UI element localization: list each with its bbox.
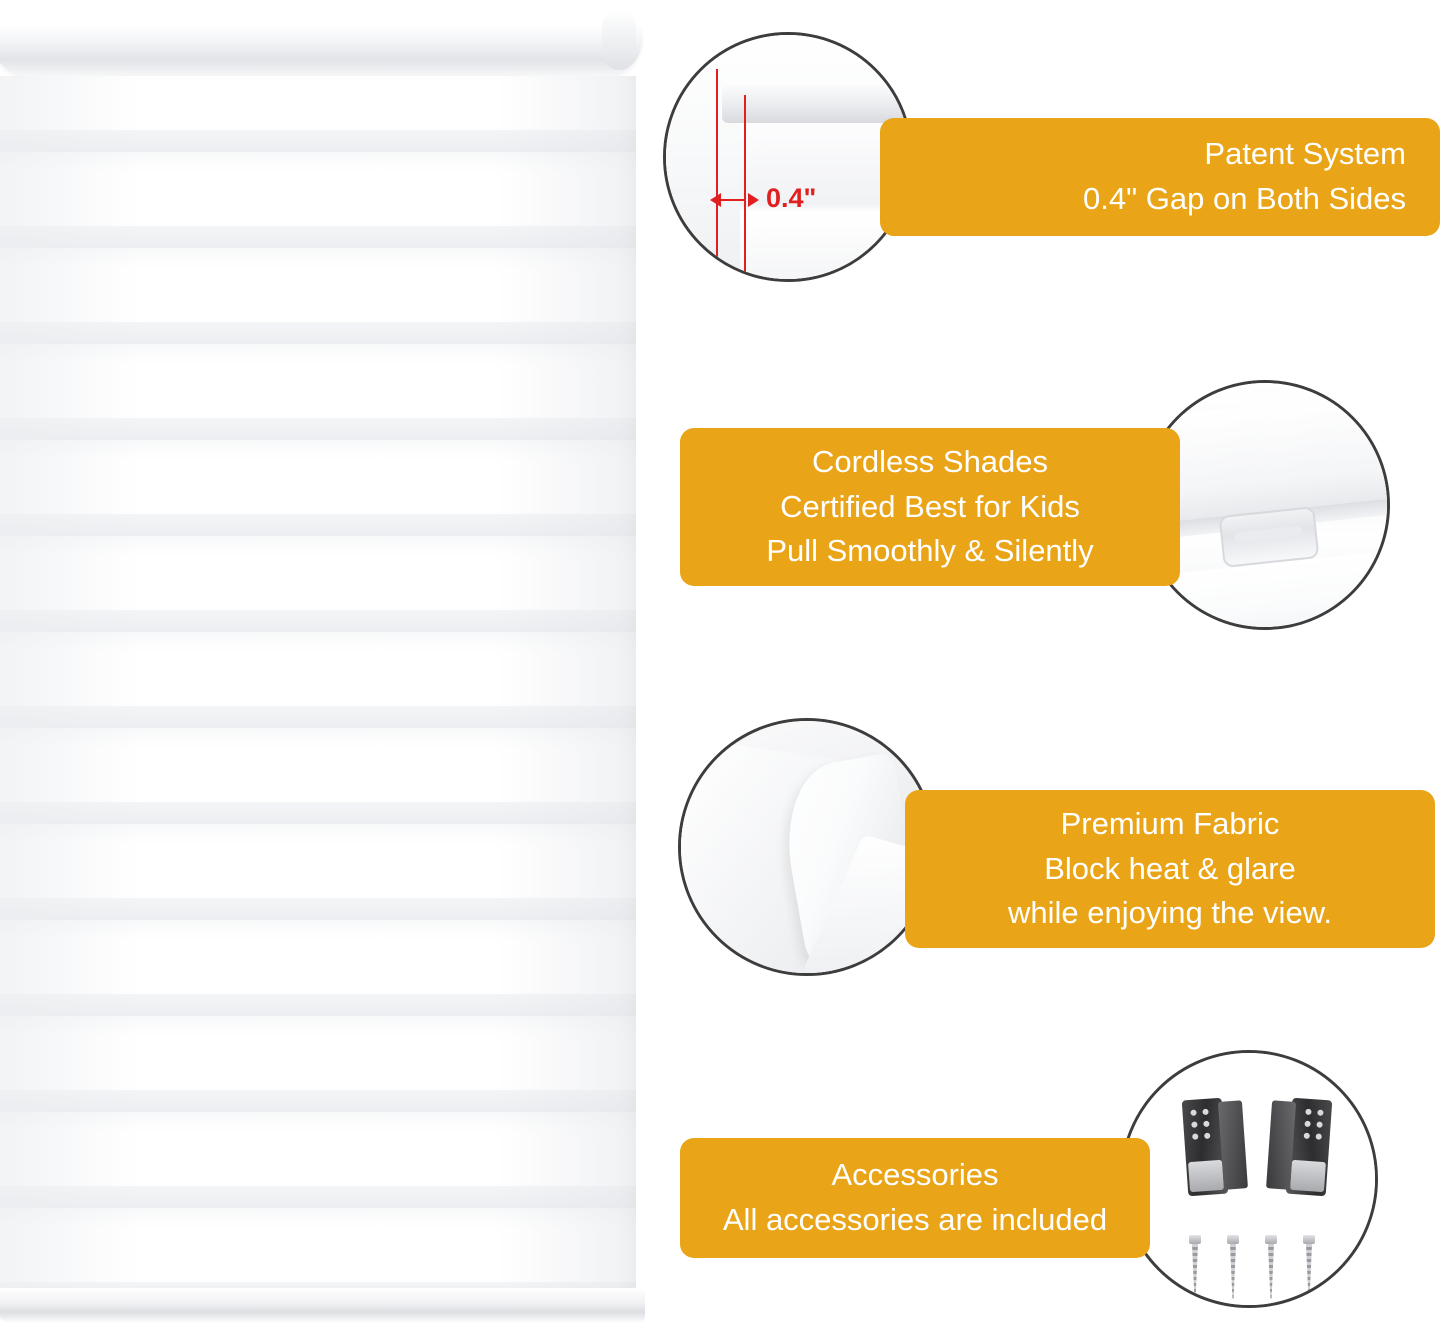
callout-line: 0.4" Gap on Both Sides — [1083, 181, 1406, 216]
shade-bottom-rail — [0, 1288, 645, 1322]
callout-line: All accessories are included — [722, 1202, 1108, 1237]
callout-patent-system — [880, 118, 1440, 236]
shade-gap-diagram-icon — [663, 32, 913, 282]
shade-headrail — [0, 4, 642, 76]
callout-line: Block heat & glare — [1044, 850, 1296, 886]
screw-icon — [1265, 1235, 1277, 1299]
callout-line: while enjoying the view. — [1008, 895, 1332, 931]
callout-line: Accessories — [831, 1157, 999, 1193]
screw-icon — [1189, 1235, 1201, 1299]
mounting-bracket-icon — [1286, 1098, 1333, 1197]
callout-line: Pull Smoothly & Silently — [766, 533, 1094, 569]
callout-line: Cordless Shades — [811, 444, 1049, 480]
mounting-bracket-icon — [1182, 1098, 1229, 1197]
callout-cordless-shades — [680, 428, 1180, 586]
brackets-and-screws-photo-icon — [1120, 1050, 1378, 1308]
fabric-swatch-photo-icon — [678, 718, 936, 976]
shade-fabric-body — [0, 76, 636, 1288]
callout-premium-fabric — [905, 790, 1435, 948]
callout-line: Certified Best for Kids — [780, 488, 1080, 524]
callout-accessories — [680, 1138, 1150, 1258]
product-image — [0, 0, 660, 1331]
callout-line: Patent System — [1204, 136, 1406, 172]
gap-measurement-label: 0.4" — [766, 183, 817, 213]
screw-icon — [1227, 1235, 1239, 1299]
screw-icon — [1303, 1235, 1315, 1299]
callout-line: Premium Fabric — [1060, 806, 1280, 842]
